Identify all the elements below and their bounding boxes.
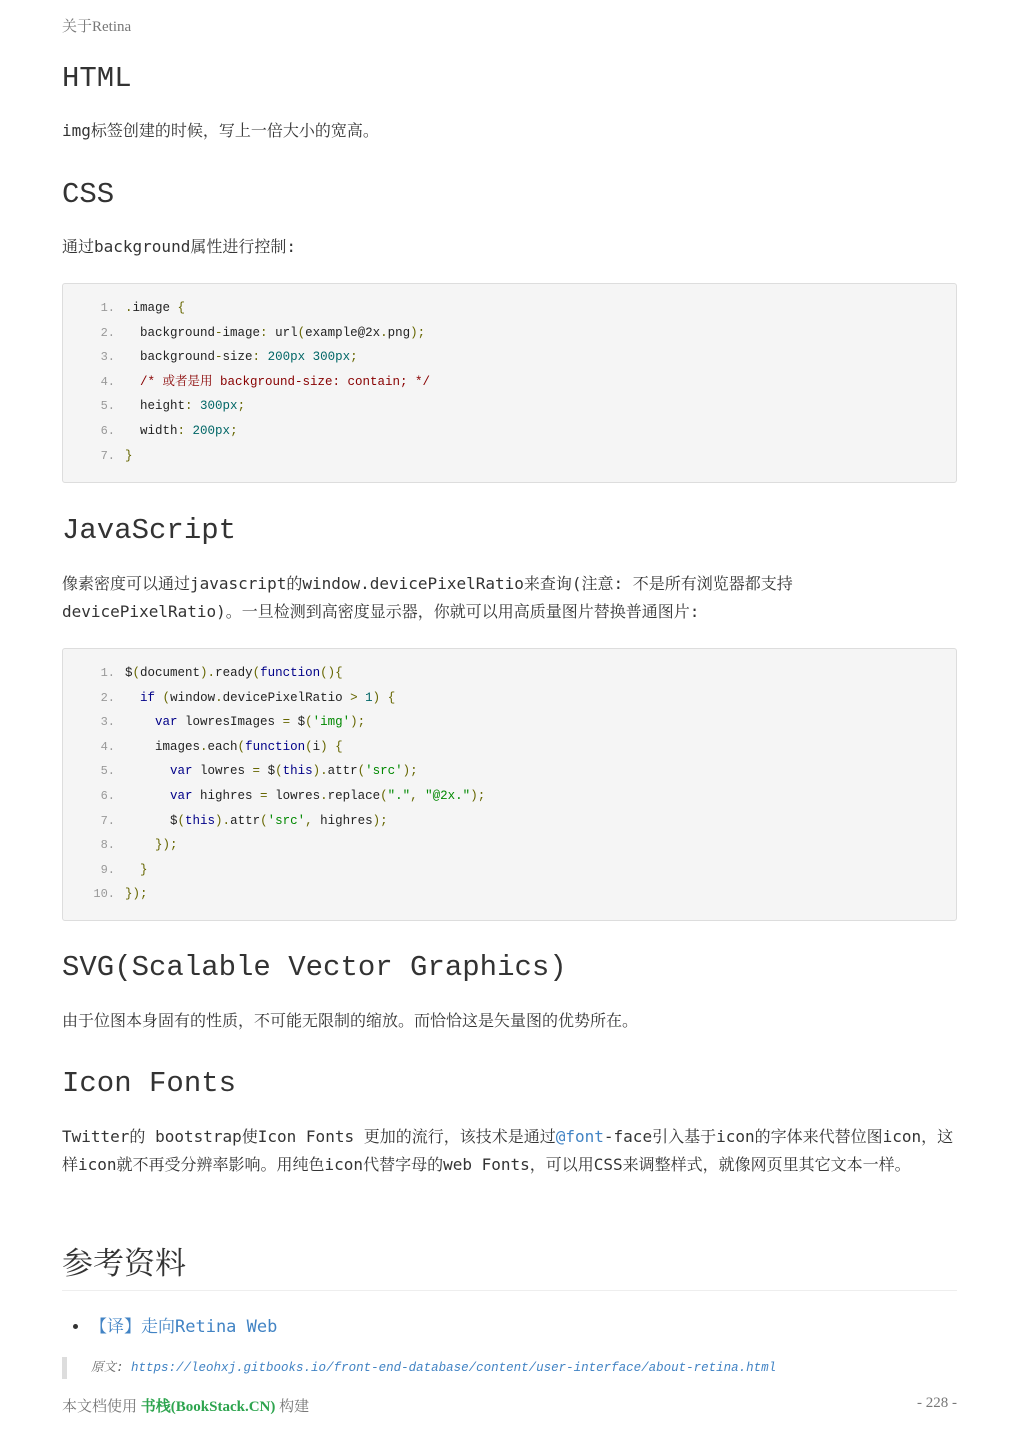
- heading-references: 参考资料: [62, 1246, 186, 1282]
- code-line: 7. $(this).attr('src', highres);: [100, 813, 388, 828]
- list-item: [90, 1312, 277, 1337]
- divider: [62, 1290, 957, 1291]
- heading-javascript: JavaScript: [62, 514, 237, 547]
- footer-prefix: 本文档使用: [62, 1399, 138, 1415]
- font-face-link[interactable]: @font: [555, 1127, 604, 1146]
- source-url-link[interactable]: https://leohxj.gitbooks.io/front-end-database/content/user-interface/about-retina.html: [131, 1361, 777, 1375]
- reference-list: [62, 1312, 277, 1337]
- footer-brand-link[interactable]: 书栈(BookStack.CN): [140, 1399, 276, 1415]
- js-paragraph: 像素密度可以通过javascript的window.devicePixelRatio来查询(注意: 不是所有浏览器都支持 devicePixelRatio)。一旦检测到高密度显示器，你就可以用高质量图片替换普通图片:: [62, 574, 793, 621]
- code-line: 2. background-image: url(example@2x.png);: [100, 325, 426, 340]
- icon-fonts-paragraph: Twitter的 bootstrap使Icon Fonts 更加的流行，该技术是通过@font-face引入基于icon的字体来代替位图icon，这样icon就不再受分辨率影响。用纯色icon代替字母的web Fonts，可以用CSS来调整样式，就像网页里其它文本一样。: [62, 1127, 954, 1174]
- code-line: 1. $(document).ready(function(){: [100, 666, 343, 680]
- heading-css: CSS: [62, 178, 115, 211]
- js-code-block: [62, 648, 957, 921]
- code-line: 3. background-size: 200px 300px;: [100, 350, 358, 365]
- footer-suffix: 构建: [279, 1399, 310, 1415]
- page-number: - 228 -: [917, 1395, 957, 1411]
- code-line: 4. /* 或者是用 background-size: contain; */: [100, 374, 431, 389]
- page-header: 关于Retina: [62, 19, 132, 35]
- code-line: 9. }: [100, 862, 148, 877]
- code-line: 10. });: [93, 887, 148, 902]
- code-line: 1. .image {: [100, 301, 186, 315]
- code-line: 5. var lowres = $(this).attr('src');: [100, 764, 418, 779]
- source-label: 原文:: [91, 1361, 124, 1375]
- code-line: 8. });: [100, 838, 178, 853]
- code-line: 3. var lowresImages = $('img');: [100, 715, 366, 730]
- code-line: 6. var highres = lowres.replace(".", "@2x.");: [100, 788, 486, 803]
- code-line: 7. }: [100, 448, 133, 463]
- css-code-block: [62, 283, 957, 483]
- reference-link[interactable]: 【译】走向Retina Web: [90, 1317, 278, 1337]
- heading-html: HTML: [62, 62, 132, 95]
- css-paragraph: 通过background属性进行控制:: [62, 237, 296, 256]
- html-paragraph: img标签创建的时候，写上一倍大小的宽高。: [62, 121, 379, 140]
- code-line: 4. images.each(function(i) {: [100, 739, 343, 754]
- source-quote: [62, 1357, 971, 1379]
- heading-svg: SVG(Scalable Vector Graphics): [62, 951, 567, 984]
- code-line: 6. width: 200px;: [100, 423, 238, 438]
- code-line: 2. if (window.devicePixelRatio > 1) {: [100, 690, 396, 705]
- code-line: 5. height: 300px;: [100, 399, 246, 414]
- svg-paragraph: 由于位图本身固有的性质，不可能无限制的缩放。而恰恰这是矢量图的优势所在。: [62, 1011, 639, 1030]
- heading-icon-fonts: Icon Fonts: [62, 1067, 237, 1100]
- page-footer: [62, 1395, 957, 1416]
